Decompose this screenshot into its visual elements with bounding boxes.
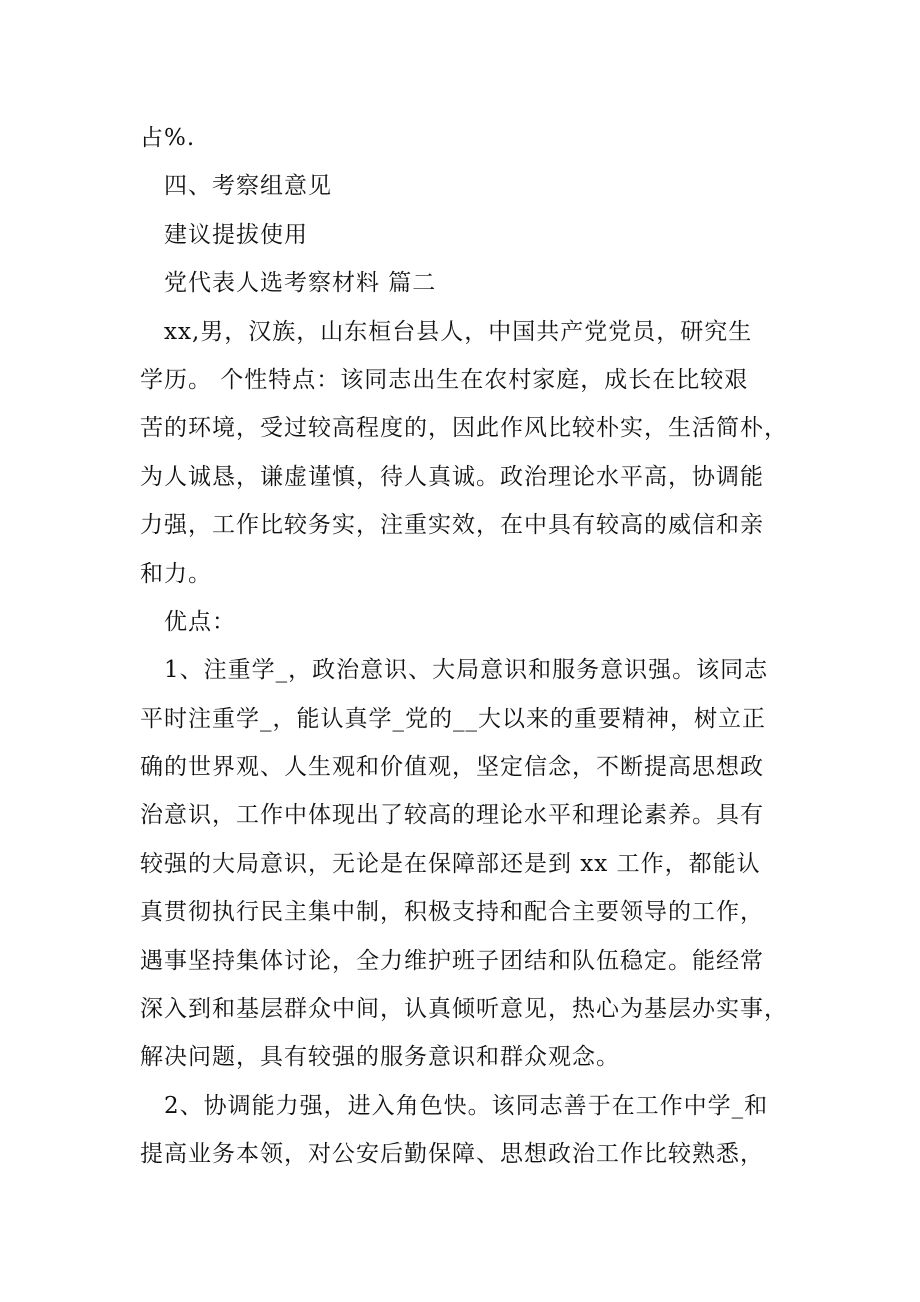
subheading: 优点：	[164, 608, 236, 635]
text-line: 建议提拔使用	[164, 221, 308, 248]
text-line: 确的世界观、人生观和价值观，坚定信念，不断提高思想政	[140, 754, 764, 781]
text-line: 遇事坚持集体讨论，全力维护班子团结和队伍稳定。能经常	[140, 947, 764, 974]
section-title: 党代表人选考察材料 篇二	[164, 270, 437, 297]
text-line: 治意识，工作中体现出了较高的理论水平和理论素养。具有	[140, 802, 764, 829]
section-heading: 四、考察组意见	[164, 173, 332, 200]
text-line: 解决问题，具有较强的服务意识和群众观念。	[140, 1044, 620, 1071]
text-line: 力强，工作比较务实，注重实效，在中具有较高的威信和亲	[140, 512, 764, 539]
text-line: xx,男，汉族，山东桓台县人，中国共产党党员，研究生	[164, 318, 753, 345]
text-line: 1、注重学_，政治意识、大局意识和服务意识强。该同志	[164, 657, 769, 684]
text-line: 学历。 个性特点：该同志出生在农村家庭，成长在比较艰	[140, 366, 749, 393]
text-line: 真贯彻执行民主集中制，积极支持和配合主要领导的工作，	[140, 899, 764, 926]
text-line: 平时注重学_，能认真学_党的__大以来的重要精神，树立正	[140, 705, 766, 732]
document-body	[140, 114, 800, 1179]
text-line: 占%.	[140, 125, 196, 151]
text-line: 提高业务本领，对公安后勤保障、思想政治工作比较熟悉，	[140, 1141, 764, 1168]
text-line: 为人诚恳，谦虚谨慎，待人真诚。政治理论水平高，协调能	[140, 463, 764, 490]
text-line: 深入到和基层群众中间，认真倾听意见，热心为基层办实事，	[140, 996, 788, 1023]
text-line: 2、协调能力强，进入角色快。该同志善于在工作中学_和	[164, 1092, 769, 1119]
text-line: 较强的大局意识，无论是在保障部还是到 xx 工作，都能认	[140, 850, 761, 877]
text-line: 和力。	[140, 560, 212, 587]
text-line: 苦的环境，受过较高程度的，因此作风比较朴实，生活简朴，	[140, 415, 788, 442]
